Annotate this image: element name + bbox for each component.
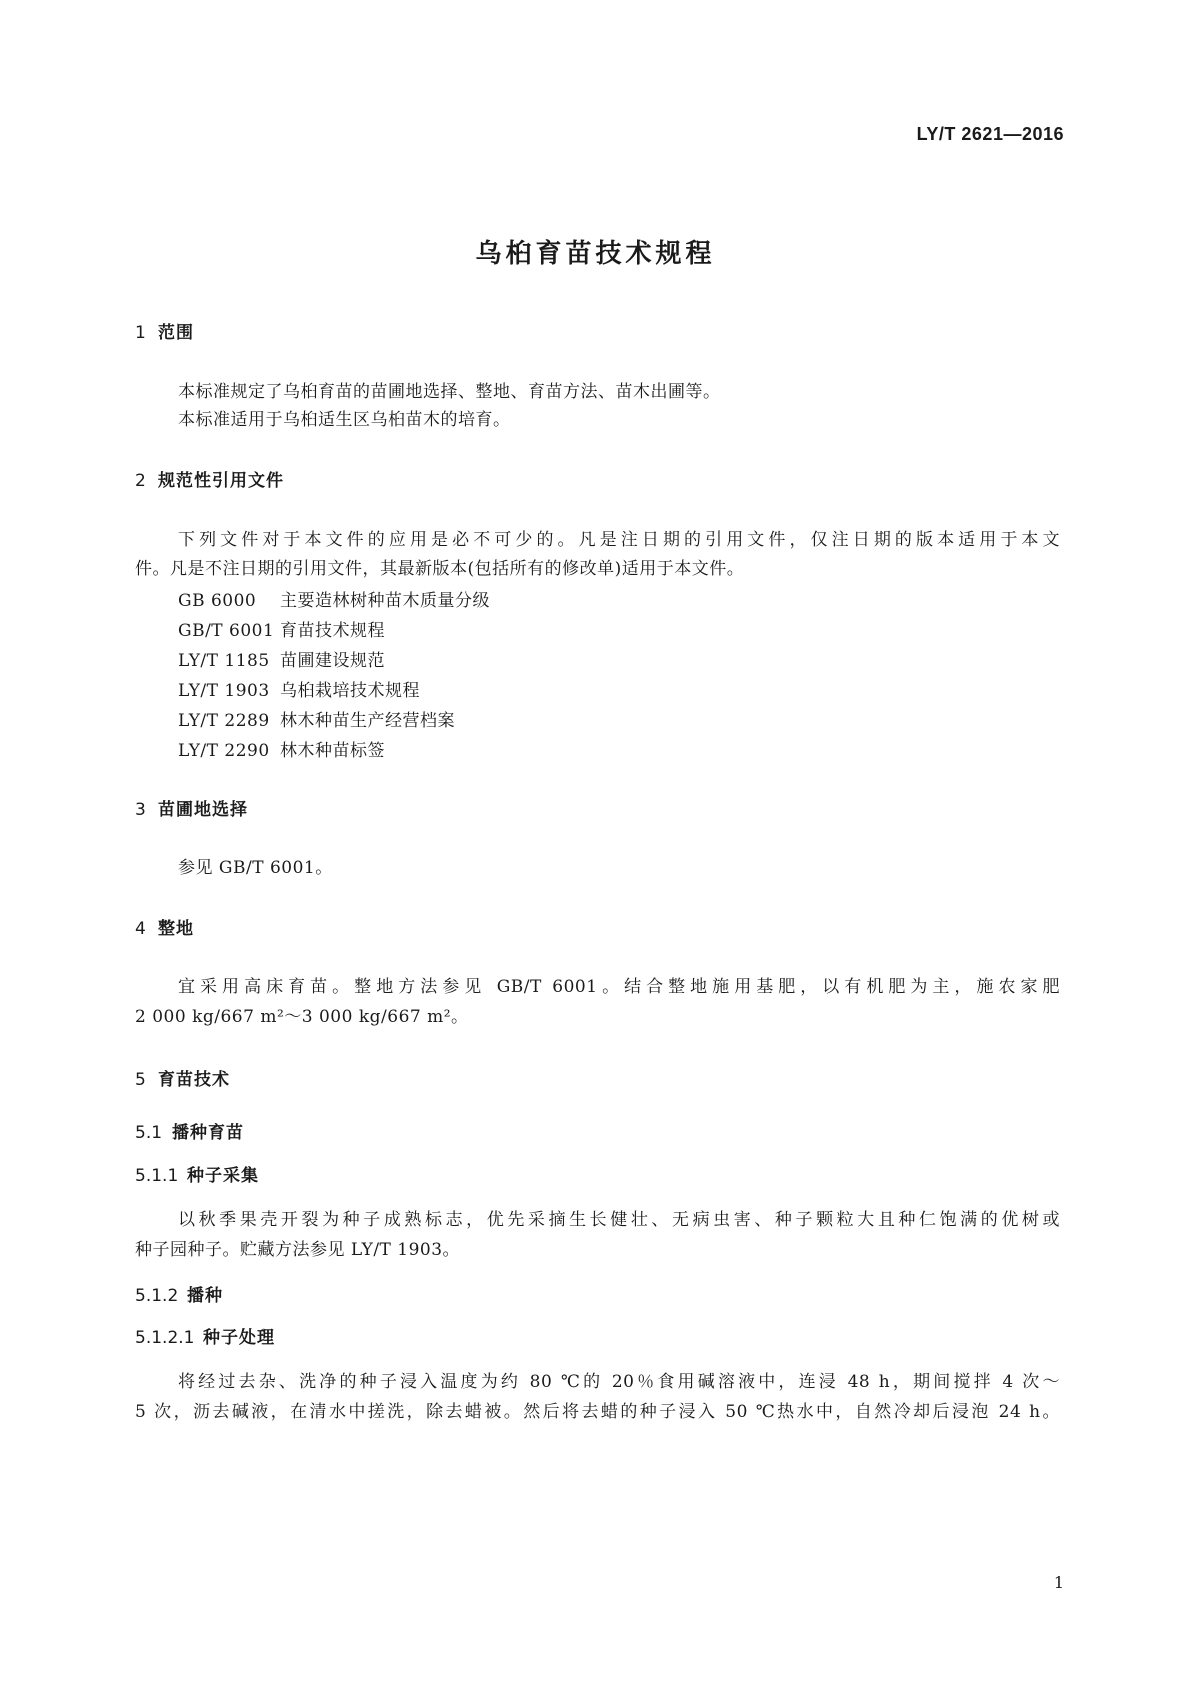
paragraph: 本标准规定了乌桕育苗的苗圃地选择、整地、育苗方法、苗木出圃等。 [178,382,721,402]
section-1-heading [135,318,194,343]
paragraph: 参见 GB/T 6001。 [178,858,333,878]
section-number: 3 [135,800,146,820]
section-number: 1 [135,323,146,343]
reference-id: GB/T 6001 [178,621,275,641]
reference-item [178,676,420,701]
reference-id: LY/T 1185 [178,651,270,671]
reference-title: 林木种苗标签 [280,741,385,761]
section-number: 5.1.1 [135,1166,179,1186]
reference-title: 林木种苗生产经营档案 [280,711,455,731]
section-number: 2 [135,471,146,491]
reference-item [178,706,455,731]
reference-title: 育苗技术规程 [280,621,385,641]
section-5-heading [135,1065,230,1090]
paragraph: 以秋季果壳开裂为种子成熟标志，优先采摘生长健壮、无病虫害、种子颗粒大且种仁饱满的优树或 [178,1210,1060,1230]
section-title: 种子处理 [203,1328,275,1348]
section-2-heading [135,466,284,491]
standard-code: LY/T 2621—2016 [916,124,1064,144]
reference-id: GB 6000 [178,591,257,611]
paragraph: 2 000 kg/667 m²～3 000 kg/667 m²。 [135,1007,469,1027]
reference-item [178,616,385,641]
section-title: 整地 [158,919,194,939]
paragraph: 将经过去杂、洗净的种子浸入温度为约 80 ℃的 20％食用碱溶液中，连浸 48 h，期间搅拌 4 次～ [178,1372,1060,1392]
section-5-1-2-heading [135,1281,223,1306]
reference-item [178,736,385,761]
section-title: 苗圃地选择 [158,800,248,820]
section-title: 范围 [158,323,194,343]
section-4-heading [135,914,194,939]
reference-id: LY/T 2289 [178,711,270,731]
reference-title: 乌桕栽培技术规程 [280,681,420,701]
paragraph: 本标准适用于乌桕适生区乌桕苗木的培育。 [178,410,511,430]
section-5-1-1-heading [135,1161,259,1186]
section-5-1-2-1-heading [135,1323,275,1348]
section-5-1-heading [135,1118,244,1143]
paragraph: 5 次，沥去碱液，在清水中搓洗，除去蜡被。然后将去蜡的种子浸入 50 ℃热水中，自然冷却后浸泡 24 h。 [135,1402,1060,1422]
paragraph: 下列文件对于本文件的应用是必不可少的。凡是注日期的引用文件，仅注日期的版本适用于本文 [178,530,1060,550]
document-title: 乌桕育苗技术规程 [475,239,716,269]
paragraph: 种子园种子。贮藏方法参见 LY/T 1903。 [135,1240,461,1260]
paragraph: 件。凡是不注日期的引用文件，其最新版本(包括所有的修改单)适用于本文件。 [135,559,745,579]
reference-title: 苗圃建设规范 [280,651,385,671]
section-number: 5.1.2 [135,1286,179,1306]
section-title: 播种 [187,1286,223,1306]
section-number: 4 [135,919,146,939]
page-number: 1 [1053,1573,1064,1592]
reference-item [178,586,490,611]
section-title: 播种育苗 [172,1123,244,1143]
section-title: 种子采集 [187,1166,259,1186]
section-title: 规范性引用文件 [158,471,284,491]
section-number: 5.1 [135,1123,163,1143]
reference-id: LY/T 1903 [178,681,270,701]
section-3-heading [135,795,248,820]
paragraph: 宜采用高床育苗。整地方法参见 GB/T 6001。结合整地施用基肥，以有机肥为主，施农家肥 [178,977,1060,997]
reference-title: 主要造林树种苗木质量分级 [280,591,490,611]
section-number: 5 [135,1070,146,1090]
section-title: 育苗技术 [158,1070,230,1090]
reference-id: LY/T 2290 [178,741,270,761]
reference-item [178,646,385,671]
section-number: 5.1.2.1 [135,1328,195,1348]
